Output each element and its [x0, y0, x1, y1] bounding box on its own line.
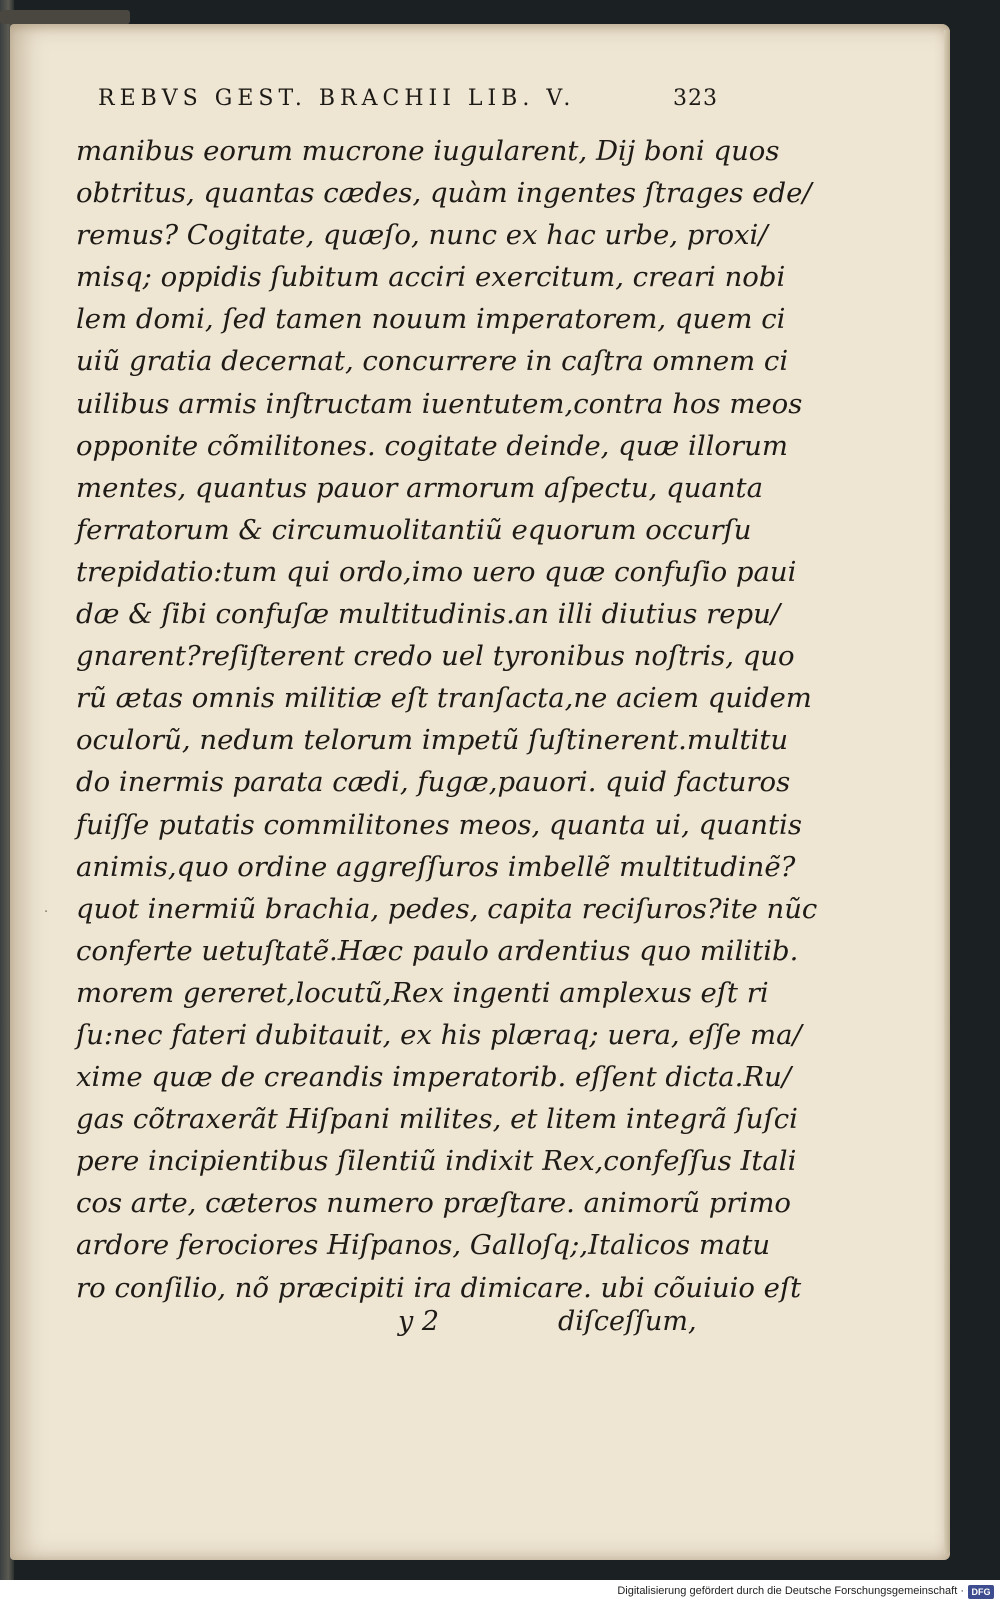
text-line: conferte uetuſtatẽ.Hæc paulo ardentius quo militib. — [76, 934, 799, 967]
text-line: gnarent?reſiſterent credo uel tyronibus noſtris, quo — [76, 640, 795, 673]
text-line: quot inermiũ brachia, pedes, capita reciſuros?ite nũc — [76, 892, 818, 925]
text-line: ro conſilio, nõ præcipiti ira dimicare. ubi cõuiuio eſt — [76, 1271, 802, 1304]
text-line: gas cõtraxerãt Hiſpani milites, et litem integrã ſuſci — [76, 1103, 798, 1136]
text-line: xime quæ de creandis imperatorib. eſſent dicta.Ru/ — [76, 1061, 792, 1094]
text-line: remus? Cogitate, quæſo, nunc ex hac urbe, proxi/ — [76, 219, 768, 252]
dfg-logo: DFG — [968, 1585, 994, 1599]
text-line: fuiſſe putatis commilitones meos, quanta ui, quantis — [76, 808, 802, 841]
credit-text: Digitalisierung gefördert durch die Deutsche Forschungsgemeinschaft · — [617, 1585, 964, 1597]
text-line: opponite cõmilitones. cogitate deinde, quæ illorum — [76, 429, 788, 462]
text-line: misq; oppidis ſubitum acciri exercitum, creari nobi — [76, 261, 786, 294]
page-footer — [76, 1306, 726, 1348]
page-edge — [944, 30, 950, 1554]
text-line: ardore ferociores Hiſpanos, Galloſq;,Italicos matu — [76, 1229, 771, 1262]
text-line: dæ & ſibi confuſæ multitudinis.an illi diutius repu/ — [76, 598, 781, 631]
text-line: mentes, quantus pauor armorum aſpectu, quanta — [76, 471, 763, 504]
page-number: 323 — [673, 86, 718, 111]
text-line: uiũ gratia decernat, concurrere in caſtra omnem ci — [76, 345, 789, 378]
text-line: trepidatio:tum qui ordo,imo uero quæ confuſio paui — [76, 555, 797, 588]
text-line: cos arte, cæteros numero præſtare. animorũ primo — [76, 1187, 791, 1220]
body-text — [76, 130, 818, 1309]
text-line: obtritus, quantas cædes, quàm ingentes ſtrages ede/ — [76, 177, 812, 210]
text-line: oculorũ, nedum telorum impetũ ſuſtinerent.multitu — [76, 724, 789, 757]
text-line: ferratorum & circumuolitantiũ equorum occurſu — [76, 513, 752, 546]
text-line: rũ ætas omnis militiæ eſt tranſacta,ne aciem quidem — [76, 682, 812, 715]
text-line: lem domi, ſed tamen nouum imperatorem, quem ci — [76, 303, 786, 336]
credit-bar — [0, 1580, 1000, 1605]
text-line: pere incipientibus ſilentiũ indixit Rex,confeſſus Itali — [76, 1145, 797, 1178]
text-line: morem gereret,locutũ,Rex ingenti amplexus eſt ri — [76, 976, 769, 1009]
text-line: do inermis parata cædi, fugæ,pauori. quid facturos — [76, 766, 791, 799]
signature-mark: y 2 — [398, 1306, 440, 1337]
text-line: animis,quo ordine aggreſſuros imbellẽ multitudinẽ? — [76, 850, 796, 883]
binding-tab — [0, 10, 130, 24]
running-head-title: REBVS GEST. BRACHII LIB. V. — [98, 86, 576, 111]
text-line: uilibus armis inſtructam iuentutem,contra hos meos — [76, 387, 803, 420]
catchword: diſceſſum, — [558, 1306, 697, 1337]
text-line: ſu:nec fateri dubitauit, ex his plæraq; uera, eſſe ma/ — [76, 1018, 802, 1051]
margin-mark: · — [44, 905, 49, 920]
text-line: manibus eorum mucrone iugularent, Dij boni quos — [76, 135, 780, 167]
running-head — [98, 86, 718, 111]
